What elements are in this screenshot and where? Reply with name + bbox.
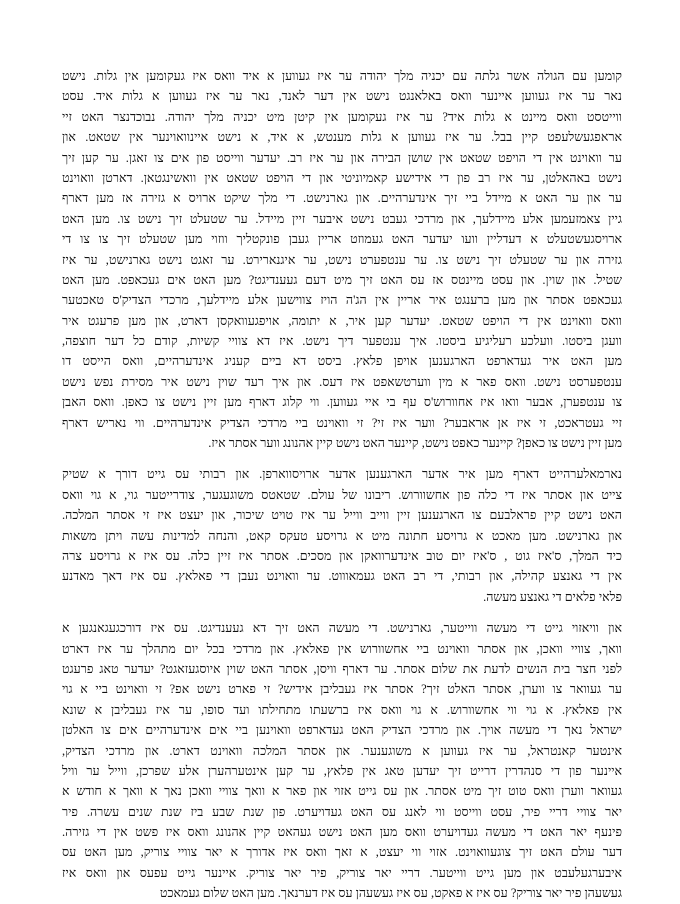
text-line: ווייטסט וואס מיינט א גלות איד? ער איז געקומען אין קיטן מיט יכניה מלך יהודה. נבוכדנצר האט זיי <box>62 109 622 124</box>
text-line: מען האט איר געדארפט הארגענען אויפן פלאץ. ביסט דא ביים קעניג אינדערהיים, וואס הייסט דו <box>62 354 622 369</box>
text-line: אראפגעשלעפט קיין בבל. ער איז געווען א גלות מענטש, א איד, א נישט איינוואוינער אין שטאט. און <box>62 130 622 145</box>
text-line: דער עולם האט זיך צוגעוואוינט. אזוי ווי יעצט, א זאך וואס איז אדורך א יאר צוויי צוריק, מען האט עס <box>62 845 622 860</box>
text-line: צייט און אסתר איז די כלה פון אחשוורוש. ריבונו של עולם. שטאטס משוגעגער, צודרייטער גוי, א גוי וואס <box>62 487 622 502</box>
text-line: ארויסגעשטעלט א דעדליין וועו יעדער האט געמוזט אריין געבן פונקטליך ווזוי מען שטעלט זיך צו צו די <box>62 232 622 247</box>
text-line: אינטער קאנטראל, ער איז געווען א משוגענער. און אסתר המלכה וואוינט דארט. און מרדכי הצדיק, <box>62 743 622 758</box>
text-line: אין די גאנצע קהילה, און רבותי, די רב האט געמאוווט. ער וואוינט נעבן די פאלאץ. עס איז דאך מאדנע <box>62 569 622 584</box>
text-line: ער וואוינט אין די הויפט שטאט אין שושן הבירה און ער איז רב. יעדער ווייסט פון אים צו זאגן. ער קען זיך <box>62 150 622 165</box>
text-line: זיי געטראכט, זי איז אן אראבער? ווער איז זי? זי וואוינט ביי מרדכי הצדיק אינדערהיים. ווי נאריש דארף <box>62 415 622 430</box>
paragraph <box>62 618 622 903</box>
text-line: ישראל נאך די מעשה אויך. און מרדכי הצדיק האט געדארפט וואוינען ביי אים אינדערהיים אים צו האלטן <box>62 723 622 738</box>
text-line: ער געוואר צו ווערן, אסתר האלט זיך? אסתר איז געבליבן אידיש? זי פארט נישט אפ? זי וואוינט ביי א גוי <box>62 682 622 697</box>
text-line: נאר ער איז געווען איינער וואס באלאנגט נישט אין דער לאנד, נאר ער איז געווען א גלות איד. עסט <box>62 89 622 104</box>
text-line: אין פאלאץ. א גוי ווי אחשוורוש. א גוי וואס איז ברשעתו מתחילתו ועד סופו, ער איז געבליבן א שונא <box>62 702 622 717</box>
text-line: גיין צאמזעמען אלע מיידלעך, און מרדכי געבט נישט איבער זיין מיידל. ער שטעלט זיך נישט צו. מען האט <box>62 211 622 226</box>
text-line: קומען עם הגולה אשר גלתה עם יכניה מלך יהודה ער איז געווען א איד וואס איז געקומען אין גלות. נישט <box>62 69 622 83</box>
text-line: נישט באהאלטן, ער איז רב פון די אידישע קאמיוניטי און די הויפט שטאט אין וואשינגטאן. דארטן וואוינט <box>62 170 622 185</box>
document-page <box>62 66 622 901</box>
text-line: איבערגעלעבט און מען גייט ווייטער. דריי יאר צוריק, פיר יאר צוריק. איינער גייט עפעס און וואס איז <box>62 865 622 880</box>
paragraph <box>62 66 622 453</box>
text-line: ער און ער האט א מיידל ביי זיך אינדערהיים. און גארנישט. די מלך שיקט ארויס א גזירה אז מען דארף <box>62 191 622 206</box>
text-line: מען זיין נישט צו כאפן? קיינער כאפט נישט, קיינער האט נישט קיין אהנונג ווער אסתר איז. <box>208 436 622 451</box>
text-line: לפני חצר בית הנשים לדעת את שלום אסתר. ער דארף וויסן, אסתר האט שוין איוסגעזאגט? יעדער טאג פרעגט <box>62 661 622 676</box>
text-line: פלאי פלאים די גאנצע מעשה. <box>483 589 622 604</box>
text-line: געוואר ווערן וואס טוט זיך מיט אסתר. און עס גייט אזוי און פאר א וואך צוויי וואכן נאך א וואך א חודש א <box>62 784 622 799</box>
text-line: געכאפט אסתר און מען ברענגט איר אריין אין הג'ה הויז צווישען אלע מיידלעך, מרכדי הצדיק'ס טאכטער <box>62 293 622 308</box>
text-line: צו ענטפערן, אבער וואו איז אחוורוש'ס עף בי איי געווען. ווי קלוג דארף מען זיין נישט צו כאפן. וואס האבן <box>62 395 622 410</box>
text-line: ענטפערסט נישט. וואס פאר א מין ווערטשאפט איז דעס. און איך רעד שוין נישט איר מסירת נפש נישט <box>62 374 622 389</box>
text-line: וואס וואוינט אין די הויפט שטאט. יעדער קען איר, א יתומה, אויפגעוואקסן דארט, און מען פרעגט איר <box>62 313 622 328</box>
text-line: איינער פון די סנהדרין דרייט זיך יעדען טאג אין פלאץ, ער קען אינטערהערן אלע שפרכן, ווייל ער וויל <box>62 763 622 778</box>
text-line: שטיל. און שוין. און עסט מיינטס אז עס האט זיך מיט דעם געענדיגט? מען האט אים געכאפט. מען האט <box>62 272 622 287</box>
text-line: נארמאלערהייט דארף מען איר אדער הארגענען אדער ארויסווארפן. און רבותי עס גייט דורך א שטיק <box>62 467 622 482</box>
text-line: און וויאזוי גייט די מעשה ווייטער, גארנישט. די מעשה האט זיך דא געענדיגט. עס איז דורכגעגאנגען א <box>62 621 622 636</box>
text-line: געשעהן פיר יאר צוריק? עס איז א פאקט, עס איז געשעהן עס איז דערנאך. מען האט שלום געמאכט <box>159 886 622 901</box>
text-line: יאר צוויי דריי פיר, עסט ווייסט ווי לאנג עס האט געדויערט. פון שנת שבע ביז שנת שנים עשרה. פיר <box>62 804 622 819</box>
text-line: וועגן ביסטו. וועלכע רעליגיע ביסטו. איך ענטפער דיך נישט. איז דא צוויי קשיות, קודם כל דער חוצפה, <box>62 334 622 349</box>
text-line: כיד המלך, ס'איז גוט , ס'איז יום טוב אינדערוואקן און מסכים. אסתר איז זיין כלה. עס איז א גרויסע צרה <box>62 548 622 563</box>
text-line: גזירה און ער שטעלט זיך נישט צו. ער ענטפערט נישט, ער איגנארירט. ער זאגט נישט גארנישט, ער איז <box>62 252 622 267</box>
text-line: האט נישט קיין פראלבעם צו הארגענען זיין ווייב ווייל ער איז טויט שיכור, און יעצט איז זי אסתר המלכה. <box>62 508 622 523</box>
text-line: פינעף יאר האט די מעשה געדויערט וואס מען האט נישט געהאט קיין אהנונג וואס איז פשט אין די גזירה. <box>62 825 622 840</box>
text-line: און גארנישט. מען מאכט א גרויסע חתונה מיט א גרויסע טעקס קאט, והנחה למדינות עשה ויתן משאות <box>62 528 622 543</box>
text-line: וואך, צוויי וואכן, און אסתר וואוינט ביי אחשוורוש אין פאלאץ. און מרדכי בכל יום מתהלך ער איז דארט <box>62 641 622 656</box>
paragraph <box>62 464 622 607</box>
